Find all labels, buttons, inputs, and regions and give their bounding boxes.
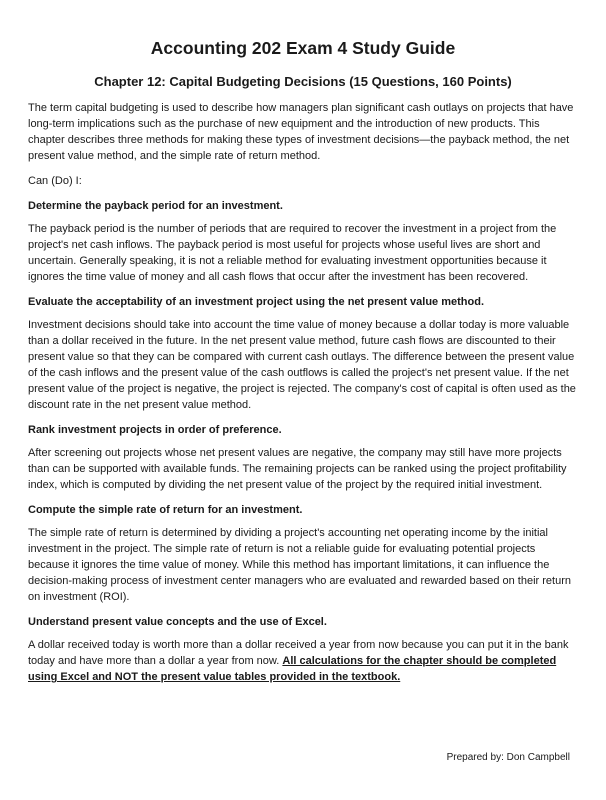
prepared-by-footer: Prepared by: Don Campbell <box>446 752 570 763</box>
document-title: Accounting 202 Exam 4 Study Guide <box>150 38 456 58</box>
section-body-present-value <box>28 637 578 685</box>
section-body-ranking: After screening out projects whose net present values are negative, the company may still have more projects than can be supported with available funds. The remaining projects can be ranked using the project profitability index, which is computed by dividing the net present value of the project by the required initial investment. <box>28 447 567 491</box>
section-heading-ranking: Rank investment projects in order of preference. <box>28 424 282 436</box>
present-value-text: A dollar received today is worth more than a dollar received a year from now because you can put it in the bank today and have more than a dollar a year from now. <box>28 639 569 667</box>
excel-requirement-note: All calculations for the chapter should be completed using Excel and NOT the present value tables provided in the textbook. <box>28 655 557 683</box>
section-heading-npv: Evaluate the acceptability of an investment project using the net present value method. <box>28 296 484 308</box>
intro-paragraph: The term capital budgeting is used to describe how managers plan significant cash outlays on projects that have long-term implications such as the purchase of new equipment and the introduction of new products. This chapter describes three methods for making these types of investment decisions—the payback method, the net present value method, and the simple rate of return method. <box>28 102 574 162</box>
section-body-npv: Investment decisions should take into account the time value of money because a dollar today is more valuable than a dollar received in the future. In the net present value method, future cash flows are discounted to their present value so that they can be compared with current cash outlays. The difference between the present value of the cash inflows and the present value of the cash outflows is called the project's net present value. If the net present value of the project is negative, the project is rejected. The company's cost of capital is often used as the discount rate in the net present value method. <box>28 319 576 411</box>
section-body-simple-rate: The simple rate of return is determined by dividing a project's accounting net operating income by the initial investment in the project. The simple rate of return is not a reliable guide for evaluating potential projects because it ignores the time value of money. While this method has important limitations, it can influence the decision-making process of investment center managers who are evaluated and rewarded based on their return on investment (ROI). <box>28 527 571 603</box>
chapter-subtitle: Chapter 12: Capital Budgeting Decisions (15 Questions, 160 Points) <box>94 74 512 89</box>
section-heading-payback: Determine the payback period for an investment. <box>28 200 283 212</box>
can-do-label: Can (Do) I: <box>28 175 82 187</box>
section-body-payback: The payback period is the number of periods that are required to recover the investment in a project from the project's net cash inflows. The payback period is most useful for projects whose useful lives are short and uncertain. Generally speaking, it is not a reliable method for evaluating investment opportunities because it ignores the time value of money and all cash flows that occur after the investment has been recovered. <box>28 223 557 283</box>
section-heading-simple-rate: Compute the simple rate of return for an investment. <box>28 504 303 516</box>
section-heading-present-value: Understand present value concepts and the use of Excel. <box>28 616 327 628</box>
